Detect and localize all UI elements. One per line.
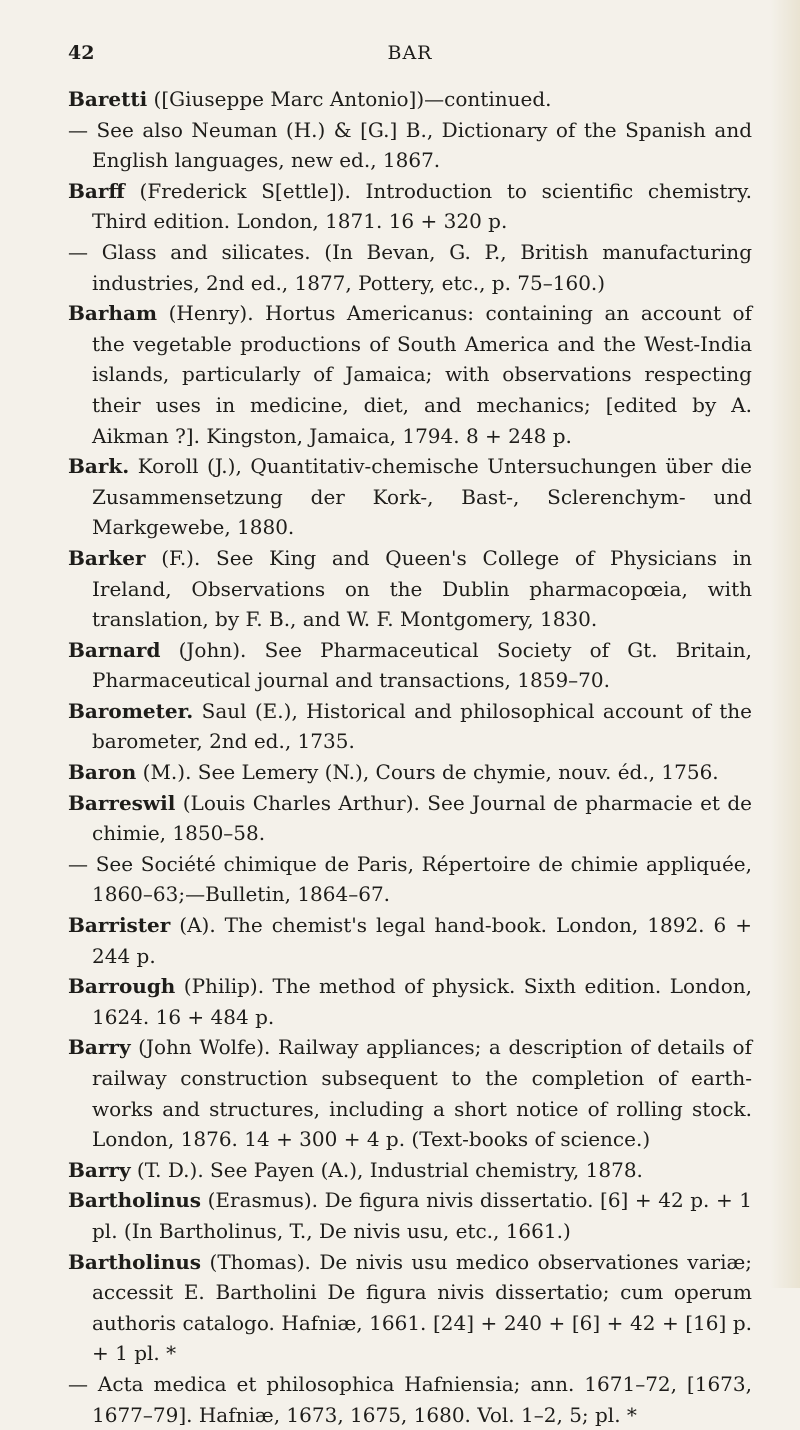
page-edge-shadow [770, 0, 800, 1288]
entry-text: (Thomas). De nivis usu medico observationes variæ; accessit E. Bartholini De figura nivis dissertatio; cum operum authoris catalogo. Hafniæ, 1661. [24] + 240 + [6] + 42 + [16] p. + 1 pl. * [92, 1249, 752, 1366]
catalogue-entry [68, 1155, 752, 1186]
entry-heading: Barometer. [68, 698, 194, 723]
entry-heading: Barham [68, 301, 158, 326]
entry-text: (John). See Pharmaceutical Society of Gt. Britain, Pharmaceutical journal and transactions, 1859–70. [92, 637, 752, 693]
catalogue-entry [68, 849, 752, 910]
entry-text: ([Giuseppe Marc Antonio])—continued. [147, 87, 552, 111]
entry-text: (T. D.). See Payen (A.), Industrial chemistry, 1878. [130, 1157, 643, 1182]
entry-text: — See also Neuman (H.) & [G.] B., Dictionary of the Spanish and English languages, new ed., 1867. [68, 117, 752, 173]
entry-text: (M.). See Lemery (N.), Cours de chymie, nouv. éd., 1756. [136, 760, 719, 785]
entry-heading: Bartholinus [68, 1249, 202, 1274]
catalogue-entry [68, 1185, 752, 1246]
entry-list [68, 84, 752, 1430]
catalogue-entry [68, 1032, 752, 1154]
catalogue-entry [68, 451, 752, 543]
entry-text: Saul (E.), Historical and philosophical account of the barometer, 2nd ed., 1735. [92, 698, 752, 754]
entry-heading: Baron [68, 760, 137, 785]
entry-text: (Henry). Hortus Americanus: containing an account of the vegetable productions of South America and the West-India islands, particularly of Jamaica; with observations respecting their uses in medicine, diet, and mechanics; [edited by A. Aikman ?]. Kingston, Jamaica, 1794. 8 + 248 p. [92, 301, 752, 448]
page-header [68, 42, 752, 68]
entry-heading: Barry [68, 1157, 131, 1182]
catalogue-entry [68, 971, 752, 1032]
entry-heading: Bartholinus [68, 1188, 202, 1213]
entry-heading: Baretti [68, 87, 148, 111]
catalogue-entry [68, 298, 752, 451]
entry-text: (Louis Charles Arthur). See Journal de pharmacie et de chimie, 1850–58. [92, 790, 752, 846]
entry-text: (A). The chemist's legal hand-book. London, 1892. 6 + 244 p. [92, 913, 752, 968]
catalogue-entry [68, 635, 752, 696]
entry-text: — See Société chimique de Paris, Répertoire de chimie appliquée, 1860–63;—Bulletin, 1864–67. [68, 851, 752, 907]
entry-heading: Barnard [68, 637, 161, 662]
entry-text: Koroll (J.), Quantitativ-chemische Untersuchungen über die Zusammensetzung der Kork-, Bast-, Sclerenchym- und Markgewebe, 1880. [92, 454, 752, 540]
entry-text: — Acta medica et philosophica Hafniensia; ann. 1671–72, [1673, 1677–79]. Hafniæ, 1673, 1675, 1680. Vol. 1–2, 5; pl. * [68, 1371, 752, 1427]
entry-text: — Glass and silicates. (In Bevan, G. P., British manufacturing industries, 2nd ed., 1877, Pottery, etc., p. 75–160.) [68, 239, 752, 295]
entry-heading: Barff [68, 178, 125, 203]
entry-heading: Barry [68, 1035, 131, 1060]
entry-text: (F.). See King and Queen's College of Physicians in Ireland, Observations on the Dublin pharmacopœia, with translation, by F. B., and W. F. Montgomery, 1830. [92, 545, 752, 632]
catalogue-entry [68, 176, 752, 237]
catalogue-entry [68, 696, 752, 757]
catalogue-entry [68, 1247, 752, 1369]
catalogue-entry [68, 237, 752, 298]
catalogue-entry [68, 757, 752, 788]
catalogue-entry [68, 788, 752, 849]
catalogue-entry [68, 1369, 752, 1430]
catalogue-entry [68, 115, 752, 176]
entry-text: (Philip). The method of physick. Sixth edition. London, 1624. 16 + 484 p. [92, 974, 752, 1029]
catalogue-entry [68, 543, 752, 635]
entry-text: (Frederick S[ettle]). Introduction to scientific chemistry. Third edition. London, 1871. 16 + 320 p. [92, 178, 752, 234]
catalogue-entry [68, 84, 752, 115]
entry-text: (Erasmus). De figura nivis dissertatio. [6] + 42 p. + 1 pl. (In Bartholinus, T., De nivis usu, etc., 1661.) [92, 1188, 752, 1243]
entry-heading: Bark. [68, 454, 130, 479]
entry-heading: Barker [68, 545, 146, 570]
page-number: 42 [68, 42, 95, 64]
entry-heading: Barreswil [68, 790, 176, 815]
entry-heading: Barrister [68, 913, 171, 938]
entry-text: (John Wolfe). Railway appliances; a description of details of railway construction subsequent to the completion of earth-works and structures, including a short notice of rolling stock. London, 1876. 14 + 300 + 4 p. (Text-books of science.) [92, 1035, 752, 1152]
entry-heading: Barrough [68, 974, 176, 999]
running-head: BAR [387, 42, 433, 64]
catalogue-entry [68, 910, 752, 971]
